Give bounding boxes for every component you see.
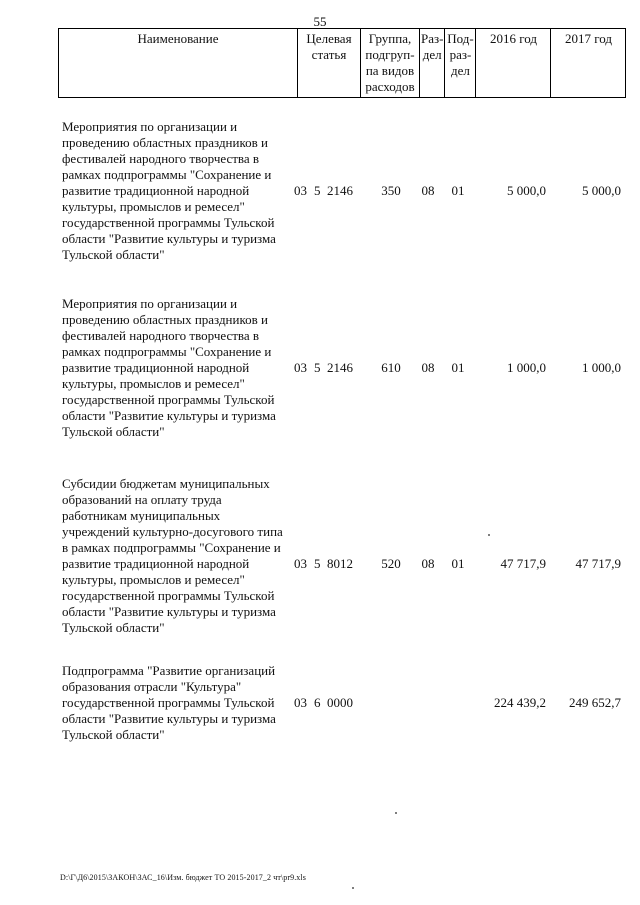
row-description: Мероприятия по организации и проведению областных праздников и фестивалей народного творчества в рамках подпрограммы "Сохранение и развитие традиционной народной культуры, промыслов и ремесел" государственной программы Тульской области "Развитие культуры и туризма Тульской области" bbox=[62, 119, 276, 262]
header-year-2016: 2016 год bbox=[476, 29, 551, 98]
row-amount-2016: 47 717,9 bbox=[500, 556, 546, 571]
row-item-code: 0000 bbox=[327, 695, 353, 710]
scan-speck bbox=[352, 887, 354, 889]
row-amount-2017: 1 000,0 bbox=[582, 360, 621, 375]
row-amount-2016: 224 439,2 bbox=[494, 695, 546, 710]
row-item-code: 2146 bbox=[327, 183, 353, 198]
header-target-article: Целевая статья bbox=[298, 29, 361, 98]
row-program-code: 03 bbox=[294, 360, 307, 375]
scan-speck bbox=[395, 812, 397, 814]
row-amount-2017: 5 000,0 bbox=[582, 183, 621, 198]
row-item-code: 8012 bbox=[327, 556, 353, 571]
row-expense-group: 350 bbox=[381, 183, 401, 198]
row-subprogram-code: 5 bbox=[314, 360, 321, 375]
row-program-code: 03 bbox=[294, 695, 307, 710]
header-name: Наименование bbox=[59, 29, 298, 98]
row-program-code: 03 bbox=[294, 183, 307, 198]
scan-speck bbox=[488, 534, 490, 536]
header-subsection: Под-раз-дел bbox=[445, 29, 476, 98]
page-number: 55 bbox=[313, 14, 327, 29]
row-amount-2017: 47 717,9 bbox=[575, 556, 621, 571]
row-section: 08 bbox=[421, 360, 435, 375]
row-description: Субсидии бюджетам муниципальных образований на оплату труда работникам муниципальных учреждений культурно-досугового типа в рамках подпрограммы "Сохранение и развитие традиционной народной культуры, промыслов и ремесел" государственной программы Тульской области "Развитие культуры и туризма Тульской области" bbox=[62, 476, 283, 635]
row-expense-group: 520 bbox=[381, 556, 401, 571]
header-year-2017: 2017 год bbox=[551, 29, 626, 98]
row-subprogram-code: 5 bbox=[314, 556, 321, 571]
row-description: Подпрограмма "Развитие организаций образования отрасли "Культура" государственной программы Тульской области "Развитие культуры и туризма Тульской области" bbox=[62, 663, 276, 742]
row-expense-group: 610 bbox=[381, 360, 401, 375]
column-header-table bbox=[58, 28, 626, 98]
header-section: Раз-дел bbox=[420, 29, 445, 98]
row-amount-2016: 5 000,0 bbox=[507, 183, 546, 198]
row-amount-2017: 249 652,7 bbox=[569, 695, 621, 710]
row-program-code: 03 bbox=[294, 556, 307, 571]
row-subprogram-code: 5 bbox=[314, 183, 321, 198]
row-subsection: 01 bbox=[451, 556, 465, 571]
row-item-code: 2146 bbox=[327, 360, 353, 375]
row-description: Мероприятия по организации и проведению областных праздников и фестивалей народного творчества в рамках подпрограммы "Сохранение и развитие традиционной народной культуры, промыслов и ремесел" государственной программы Тульской области "Развитие культуры и туризма Тульской области" bbox=[62, 296, 276, 439]
row-subsection: 01 bbox=[451, 183, 465, 198]
row-subprogram-code: 6 bbox=[314, 695, 321, 710]
row-amount-2016: 1 000,0 bbox=[507, 360, 546, 375]
row-section: 08 bbox=[421, 183, 435, 198]
file-path-footer: D:\Г\Д6\2015\ЗАКОН\ЗАС_16\Изм. бюджет ТО 2015-2017_2 чт\pr9.xls bbox=[60, 873, 306, 882]
header-expense-group: Группа, подгруп-па видов расходов bbox=[361, 29, 420, 98]
row-section: 08 bbox=[421, 556, 435, 571]
row-subsection: 01 bbox=[451, 360, 465, 375]
